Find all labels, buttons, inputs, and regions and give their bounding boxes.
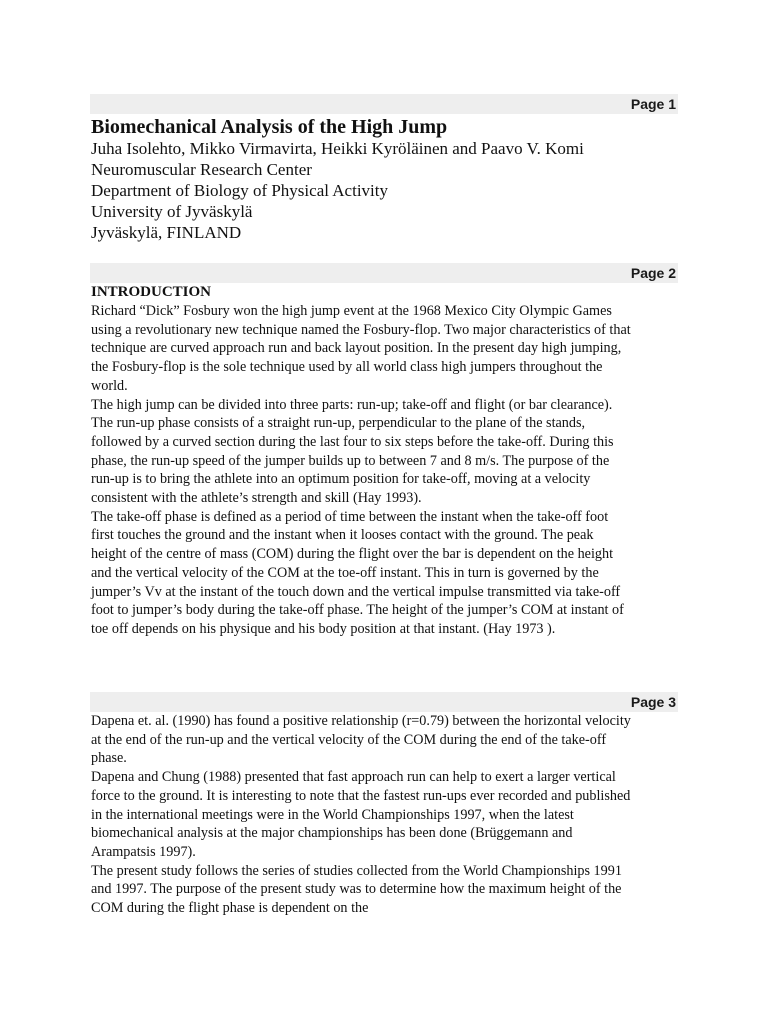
section-heading: INTRODUCTION: [91, 284, 212, 300]
document-title: Biomechanical Analysis of the High Jump: [91, 116, 448, 138]
affiliation-line: University of Jyväskylä: [91, 202, 253, 221]
paragraph: Dapena et. al. (1990) has found a positive relationship (r=0.79) between the horizontal velocity at the end of the run-up and the vertical velocity of the COM during the end of the take-off phase.: [91, 713, 631, 767]
page-number-label: Page 3: [630, 694, 676, 710]
paragraph: Dapena and Chung (1988) presented that fast approach run can help to exert a larger vertical force to the ground. It is interesting to note that the fastest run-ups ever recorded and published in the international meetings were in the World Championships 1997, when the latest biomechanical analysis at the major championships has been done (Brüggemann and Arampatsis 1997).: [91, 769, 631, 860]
affiliation-line: Neuromuscular Research Center: [91, 160, 312, 179]
page-header-bar: [90, 692, 678, 712]
title-block: [91, 116, 631, 243]
paragraph: The present study follows the series of studies collected from the World Championships 1991 and 1997. The purpose of the present study was to determine how the maximum height of the COM during the flight phase is dependent on the: [91, 862, 622, 917]
affiliation-line: Department of Biology of Physical Activity: [91, 181, 388, 200]
paragraph: The high jump can be divided into three parts: run-up; take-off and flight (or bar clearance). The run-up phase consists of a straight run-up, perpendicular to the plane of the stands, followed by a curved section during the last four to six steps before the take-off. During this phase, the run-up speed of the jumper builds up to between 7 and 8 m/s. The purpose of the run-up is to bring the athlete into an optimum position for take-off, moving at a velocity consistent with the athlete’s strength and skill (Hay 1993).: [91, 396, 614, 507]
affiliation-line: Jyväskylä, FINLAND: [91, 223, 242, 242]
page-body: [91, 712, 631, 918]
paragraph: Richard “Dick” Fosbury won the high jump event at the 1968 Mexico City Olympic Games using a revolutionary new technique named the Fosbury-flop. Two major characteristics of that technique are curved approach run and back layout position. In the present day high jumping, the Fosbury-flop is the sole technique used by all world class high jumpers throughout the world.: [91, 303, 631, 394]
page-number-label: Page 2: [630, 265, 676, 281]
page-body: [91, 283, 631, 639]
page-header-bar: [90, 263, 678, 283]
page-number-label: Page 1: [630, 96, 676, 112]
paragraph: The take-off phase is defined as a period of time between the instant when the take-off foot first touches the ground and the instant when it looses contact with the ground. The peak height of the centre of mass (COM) during the flight over the bar is dependent on the height and the vertical velocity of the COM at the toe-off instant. This in turn is governed by the jumper’s Vv at the instant of the touch down and the vertical impulse transmitted via take-off foot to jumper’s body during the take-off phase. The height of the jumper’s COM at instant of toe off depends on his physique and his body position at that instant. (Hay 1973 ).: [91, 508, 624, 637]
page-header-bar: [90, 94, 678, 114]
authors-line: Juha Isolehto, Mikko Virmavirta, Heikki Kyröläinen and Paavo V. Komi: [91, 139, 584, 158]
